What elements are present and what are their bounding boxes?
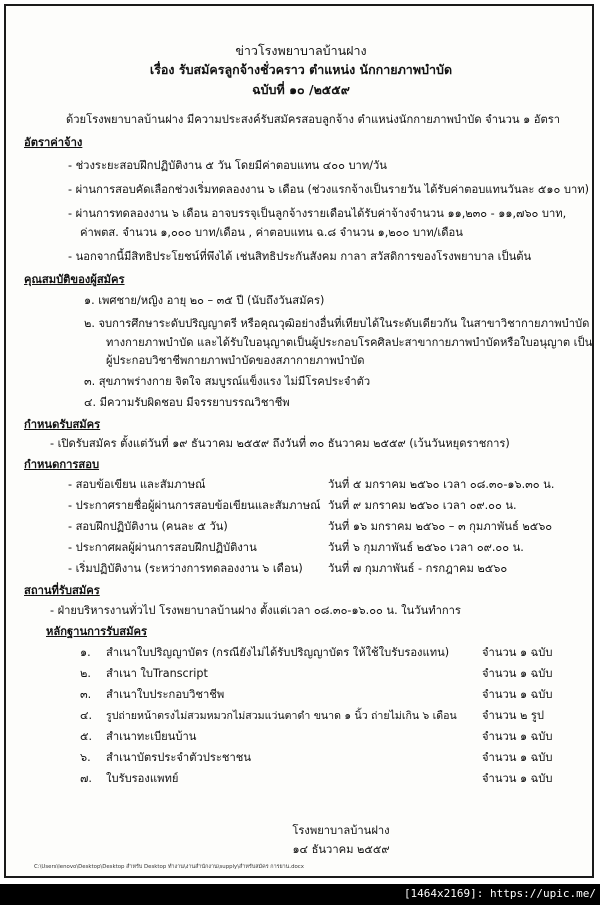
document-item-text: สำเนาบัตรประจำตัวประชาชน	[106, 751, 251, 764]
qualifications-heading: คุณสมบัติของผู้สมัคร	[24, 273, 125, 286]
qualification-item: ๔. มีความรับผิดชอบ มีจรรยาบรรณวิชาชีพ	[84, 396, 290, 409]
qualification-item: ๒. จบการศึกษาระดับปริญญาตรี หรือคุณวุฒิอย่างอื่นที่เทียบได้ในระดับเดียวกัน ในสาขาวิชากายภาพบำบัด	[84, 317, 590, 330]
schedule-date: วันที่ ๙ มกราคม ๒๕๖๐ เวลา ๐๙.๐๐ น.	[328, 499, 517, 512]
schedule-date: วันที่ ๖ กุมภาพันธ์ ๒๕๖๐ เวลา ๐๙.๐๐ น.	[328, 541, 524, 554]
intro-paragraph: ด้วยโรงพยาบาลบ้านฝาง มีความประสงค์รับสมัครสอบลูกจ้าง ตำแหน่งนักกายภาพบำบัด จำนวน ๑ อัตรา	[66, 113, 561, 126]
schedule-date: วันที่ ๕ มกราคม ๒๕๖๐ เวลา ๐๘.๓๐-๑๖.๓๐ น.	[328, 478, 555, 491]
document-content	[6, 6, 596, 880]
schedule-activity: - เริ่มปฏิบัติงาน (ระหว่างการทดลองงาน ๖ เดือน)	[68, 562, 303, 575]
documents-heading: หลักฐานการรับสมัคร	[46, 625, 147, 638]
qualification-item: ๑. เพศชาย/หญิง อายุ ๒๐ – ๓๕ ปี (นับถึงวันสมัคร)	[84, 294, 325, 307]
document-item-quantity: จำนวน ๒ รูป	[482, 709, 545, 722]
document-item-quantity: จำนวน ๑ ฉบับ	[482, 730, 553, 743]
signature-date: ๑๔ ธันวาคม ๒๕๕๙	[292, 843, 390, 856]
document-item-quantity: จำนวน ๑ ฉบับ	[482, 772, 553, 785]
schedule-activity: - ประกาศรายชื่อผู้ผ่านการสอบข้อเขียนและสัมภาษณ์	[68, 499, 321, 512]
signature-organization: โรงพยาบาลบ้านฝาง	[292, 824, 390, 837]
schedule-activity: - ประกาศผลผู้ผ่านการสอบฝึกปฏิบัติงาน	[68, 541, 257, 554]
wage-item: - ผ่านการสอบคัดเลือกช่วงเริ่มทดลองงาน ๖ เดือน (ช่วงแรกจ้างเป็นรายวัน ได้รับค่าตอบแทนวันละ ๕๑๐ บาท)	[68, 183, 589, 196]
document-item-quantity: จำนวน ๑ ฉบับ	[482, 751, 553, 764]
document-item-quantity: จำนวน ๑ ฉบับ	[482, 667, 553, 680]
document-item-text: สำเนาใบปริญญาบัตร (กรณียังไม่ได้รับปริญญาบัตร ให้ใช้ใบรับรองแทน)	[106, 646, 450, 659]
file-path-footer: C:\Users\lenovo\Desktop\Desktop สำหรับ Desktop ทำงาน\งานสำนักงาน\supply\สำหรับสมัคร การยาน.docx	[34, 864, 304, 870]
image-host-watermark: [1464x2169]: https://upic.me/	[403, 887, 596, 900]
document-item-number: ๑.	[80, 646, 91, 659]
location-heading: สถานที่รับสมัคร	[24, 584, 100, 597]
qualification-item: ๓. สุขภาพร่างกาย จิตใจ สมบูรณ์แข็งแรง ไม่มีโรคประจำตัว	[84, 375, 371, 388]
document-item-text: สำเนา ใบTranscript	[106, 667, 208, 680]
schedule-activity: - สอบฝึกปฏิบัติงาน (คนละ ๕ วัน)	[68, 520, 228, 533]
qualification-item-continued: ทางกายภาพบำบัด และได้รับใบอนุญาตเป็นผู้ประกอบโรคศิลปะสาขากายภาพบำบัดหรือใบอนุญาต เป็น	[106, 336, 593, 349]
document-item-text: รูปถ่ายหน้าตรงไม่สวมหมวกไม่สวมแว่นตาดำ ขนาด ๑ นิ้ว ถ่ายไม่เกิน ๖ เดือน	[106, 710, 457, 722]
exam-schedule-heading: กำหนดการสอบ	[24, 458, 100, 471]
image-host-watermark-bar	[0, 884, 600, 905]
application-period-heading: กำหนดรับสมัคร	[24, 418, 101, 431]
header-subject: เรื่อง รับสมัครลูกจ้างชั่วคราว ตำแหน่ง นักกายภาพบำบัด	[149, 62, 453, 77]
wages-heading: อัตราค่าจ้าง	[24, 136, 83, 149]
wage-item: - นอกจากนี้มีสิทธิประโยชน์ที่พึงได้ เช่นสิทธิประกันสังคม กาลา สวัสดิการของโรงพยาบาล เป็นต้น	[68, 250, 532, 263]
document-page	[4, 4, 594, 878]
schedule-activity: - สอบข้อเขียน และสัมภาษณ์	[68, 478, 206, 491]
application-period-text: - เปิดรับสมัคร ตั้งแต่วันที่ ๑๙ ธันวาคม ๒๕๕๙ ถึงวันที่ ๓๐ ธันวาคม ๒๕๕๙ (เว้นวันหยุดราชการ)	[50, 437, 510, 450]
wage-item-continued: ค่าพตส. จำนวน ๑,๐๐๐ บาท/เดือน , ค่าตอบแทน ฉ.๘ จำนวน ๑,๒๐๐ บาท/เดือน	[80, 226, 463, 239]
document-item-number: ๔.	[80, 709, 93, 722]
document-item-quantity: จำนวน ๑ ฉบับ	[482, 688, 553, 701]
header-issue-number: ฉบับที่ ๑๐ /๒๕๕๙	[252, 82, 350, 97]
document-item-text: ใบรับรองแพทย์	[106, 772, 179, 785]
schedule-date: วันที่ ๗ กุมภาพันธ์ - กรกฎาคม ๒๕๖๐	[328, 562, 508, 575]
document-item-text: สำเนาใบประกอบวิชาชีพ	[106, 688, 225, 701]
document-item-text: สำเนาทะเบียนบ้าน	[106, 730, 197, 743]
document-item-quantity: จำนวน ๑ ฉบับ	[482, 646, 553, 659]
document-item-number: ๖.	[80, 751, 91, 764]
document-item-number: ๕.	[80, 730, 93, 743]
header-line-1: ข่าวโรงพยาบาลบ้านฝาง	[235, 43, 367, 58]
wage-item: - ช่วงระยะสอบฝึกปฏิบัติงาน ๕ วัน โดยมีค่าตอบแทน ๔๐๐ บาท/วัน	[68, 159, 387, 172]
document-item-number: ๒.	[80, 667, 91, 680]
document-item-number: ๓.	[80, 688, 92, 701]
location-text: - ฝ่ายบริหารงานทั่วไป โรงพยาบาลบ้านฝาง ตั้งแต่เวลา ๐๘.๓๐-๑๖.๐๐ น. ในวันทำการ	[50, 604, 461, 617]
qualification-item-continued: ผู้ประกอบวิชาชีพกายภาพบำบัดของสภากายภาพบำบัด	[106, 354, 365, 367]
document-item-number: ๗.	[80, 772, 92, 785]
wage-item: - ผ่านการทดลองงาน ๖ เดือน อาจบรรจุเป็นลูกจ้างรายเดือนได้รับค่าจ้างจำนวน ๑๑,๒๓๐ - ๑๑,๗๖๐ บาท,	[68, 207, 567, 220]
schedule-date: วันที่ ๑๖ มกราคม ๒๕๖๐ – ๓ กุมภาพันธ์ ๒๕๖๐	[328, 520, 553, 533]
